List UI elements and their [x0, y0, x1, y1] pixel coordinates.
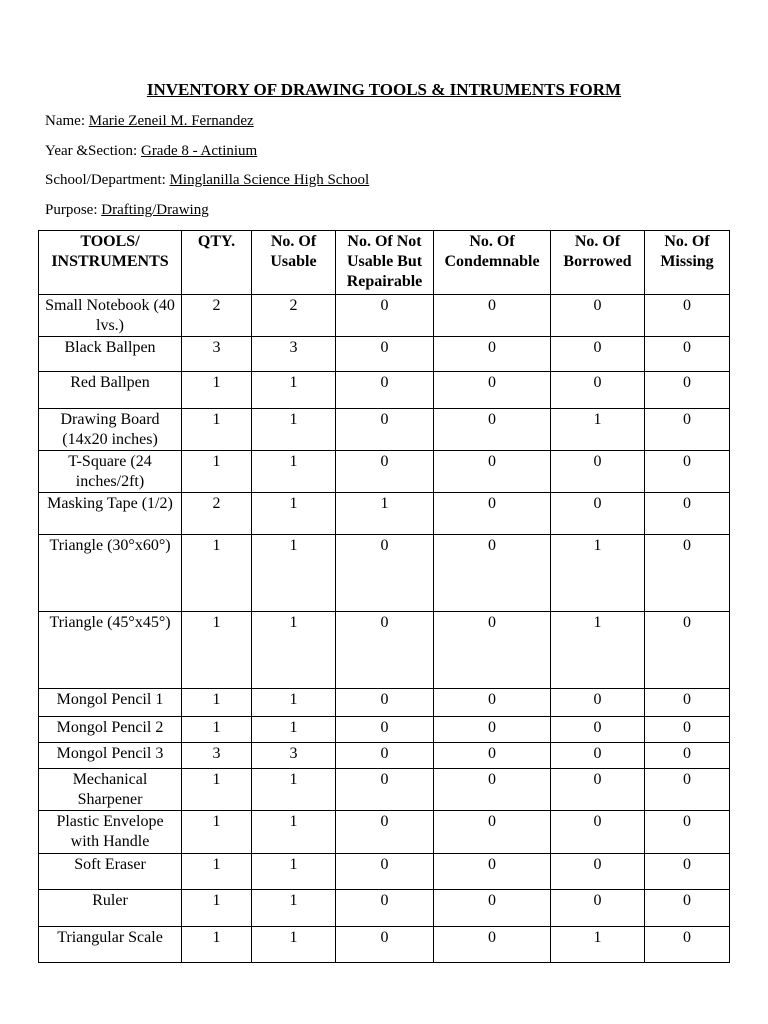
purpose-value: Drafting/Drawing: [101, 202, 209, 218]
header-borrowed: No. Of Borrowed: [551, 231, 645, 295]
header-usable: No. Of Usable: [252, 231, 336, 295]
borrowed-cell: 0: [551, 689, 645, 717]
table-row: [39, 769, 730, 811]
tool-name: Red Ballpen: [39, 372, 182, 409]
repairable-cell: 1: [336, 493, 434, 535]
table-row: [39, 689, 730, 717]
qty-cell: 1: [182, 409, 252, 451]
condemnable-cell: 0: [434, 890, 551, 927]
tool-name: Masking Tape (1/2): [39, 493, 182, 535]
repairable-cell: 0: [336, 337, 434, 372]
condemnable-cell: 0: [434, 535, 551, 612]
purpose-field: [45, 202, 209, 219]
repairable-cell: 0: [336, 769, 434, 811]
school-label: School/Department:: [45, 172, 170, 188]
tool-name: T-Square (24 inches/2ft): [39, 451, 182, 493]
condemnable-cell: 0: [434, 409, 551, 451]
qty-cell: 1: [182, 717, 252, 743]
repairable-cell: 0: [336, 743, 434, 769]
tool-name: Ruler: [39, 890, 182, 927]
header-qty: QTY.: [182, 231, 252, 295]
condemnable-cell: 0: [434, 811, 551, 854]
borrowed-cell: 1: [551, 535, 645, 612]
borrowed-cell: 1: [551, 612, 645, 689]
qty-cell: 1: [182, 811, 252, 854]
qty-cell: 3: [182, 743, 252, 769]
missing-cell: 0: [645, 451, 730, 493]
table-row: [39, 451, 730, 493]
table-row: [39, 717, 730, 743]
missing-cell: 0: [645, 409, 730, 451]
usable-cell: 1: [252, 854, 336, 890]
usable-cell: 3: [252, 743, 336, 769]
missing-cell: 0: [645, 743, 730, 769]
condemnable-cell: 0: [434, 295, 551, 337]
table-row: [39, 337, 730, 372]
usable-cell: 3: [252, 337, 336, 372]
qty-cell: 1: [182, 689, 252, 717]
missing-cell: 0: [645, 372, 730, 409]
repairable-cell: 0: [336, 409, 434, 451]
borrowed-cell: 0: [551, 717, 645, 743]
usable-cell: 1: [252, 612, 336, 689]
usable-cell: 1: [252, 927, 336, 963]
header-missing: No. Of Missing: [645, 231, 730, 295]
tool-name: Drawing Board (14x20 inches): [39, 409, 182, 451]
missing-cell: 0: [645, 769, 730, 811]
tool-name: Triangle (45°x45°): [39, 612, 182, 689]
name-field: [45, 113, 254, 130]
missing-cell: 0: [645, 535, 730, 612]
missing-cell: 0: [645, 295, 730, 337]
header-tools: TOOLS/ INSTRUMENTS: [39, 231, 182, 295]
usable-cell: 1: [252, 451, 336, 493]
repairable-cell: 0: [336, 811, 434, 854]
school-value: Minglanilla Science High School: [169, 172, 370, 188]
section-field: [45, 143, 257, 160]
borrowed-cell: 0: [551, 451, 645, 493]
usable-cell: 1: [252, 811, 336, 854]
condemnable-cell: 0: [434, 854, 551, 890]
purpose-label: Purpose:: [45, 202, 102, 218]
tool-name: Mechanical Sharpener: [39, 769, 182, 811]
form-title: INVENTORY OF DRAWING TOOLS & INTRUMENTS FORM: [146, 80, 622, 99]
table-row: [39, 743, 730, 769]
missing-cell: 0: [645, 612, 730, 689]
section-label: Year &Section:: [45, 143, 141, 159]
usable-cell: 1: [252, 890, 336, 927]
condemnable-cell: 0: [434, 743, 551, 769]
missing-cell: 0: [645, 927, 730, 963]
missing-cell: 0: [645, 337, 730, 372]
borrowed-cell: 0: [551, 493, 645, 535]
tool-name: Small Notebook (40 lvs.): [39, 295, 182, 337]
table-row: [39, 409, 730, 451]
borrowed-cell: 0: [551, 372, 645, 409]
repairable-cell: 0: [336, 717, 434, 743]
repairable-cell: 0: [336, 927, 434, 963]
condemnable-cell: 0: [434, 769, 551, 811]
name-label: Name:: [45, 113, 89, 129]
usable-cell: 1: [252, 769, 336, 811]
usable-cell: 1: [252, 717, 336, 743]
table-row: [39, 372, 730, 409]
missing-cell: 0: [645, 689, 730, 717]
inventory-table: [38, 230, 730, 963]
table-row: [39, 811, 730, 854]
missing-cell: 0: [645, 811, 730, 854]
qty-cell: 1: [182, 854, 252, 890]
condemnable-cell: 0: [434, 612, 551, 689]
tool-name: Mongol Pencil 2: [39, 717, 182, 743]
usable-cell: 1: [252, 493, 336, 535]
qty-cell: 1: [182, 612, 252, 689]
repairable-cell: 0: [336, 451, 434, 493]
table-row: [39, 612, 730, 689]
usable-cell: 1: [252, 689, 336, 717]
qty-cell: 2: [182, 493, 252, 535]
missing-cell: 0: [645, 854, 730, 890]
qty-cell: 1: [182, 769, 252, 811]
tool-name: Mongol Pencil 1: [39, 689, 182, 717]
usable-cell: 1: [252, 535, 336, 612]
header-condemnable: No. Of Condemnable: [434, 231, 551, 295]
qty-cell: 3: [182, 337, 252, 372]
qty-cell: 1: [182, 451, 252, 493]
repairable-cell: 0: [336, 689, 434, 717]
qty-cell: 1: [182, 535, 252, 612]
section-value: Grade 8 - Actinium: [140, 143, 258, 159]
condemnable-cell: 0: [434, 337, 551, 372]
usable-cell: 2: [252, 295, 336, 337]
missing-cell: 0: [645, 493, 730, 535]
table-row: [39, 890, 730, 927]
borrowed-cell: 1: [551, 927, 645, 963]
table-row: [39, 535, 730, 612]
missing-cell: 0: [645, 717, 730, 743]
header-repairable: No. Of Not Usable But Repairable: [336, 231, 434, 295]
tool-name: Triangular Scale: [39, 927, 182, 963]
condemnable-cell: 0: [434, 717, 551, 743]
usable-cell: 1: [252, 409, 336, 451]
qty-cell: 1: [182, 890, 252, 927]
table-row: [39, 854, 730, 890]
condemnable-cell: 0: [434, 493, 551, 535]
table-row: [39, 493, 730, 535]
condemnable-cell: 0: [434, 927, 551, 963]
borrowed-cell: 0: [551, 337, 645, 372]
tool-name: Mongol Pencil 3: [39, 743, 182, 769]
condemnable-cell: 0: [434, 372, 551, 409]
school-field: [45, 172, 369, 189]
borrowed-cell: 1: [551, 409, 645, 451]
table-row: [39, 295, 730, 337]
name-value: Marie Zeneil M. Fernandez: [88, 113, 254, 129]
table-row: [39, 927, 730, 963]
qty-cell: 2: [182, 295, 252, 337]
tool-name: Triangle (30°x60°): [39, 535, 182, 612]
qty-cell: 1: [182, 927, 252, 963]
missing-cell: 0: [645, 890, 730, 927]
condemnable-cell: 0: [434, 451, 551, 493]
qty-cell: 1: [182, 372, 252, 409]
repairable-cell: 0: [336, 612, 434, 689]
borrowed-cell: 0: [551, 295, 645, 337]
tool-name: Plastic Envelope with Handle: [39, 811, 182, 854]
repairable-cell: 0: [336, 372, 434, 409]
table-header-row: [39, 231, 730, 295]
usable-cell: 1: [252, 372, 336, 409]
repairable-cell: 0: [336, 295, 434, 337]
condemnable-cell: 0: [434, 689, 551, 717]
tool-name: Soft Eraser: [39, 854, 182, 890]
repairable-cell: 0: [336, 854, 434, 890]
tool-name: Black Ballpen: [39, 337, 182, 372]
borrowed-cell: 0: [551, 743, 645, 769]
repairable-cell: 0: [336, 890, 434, 927]
borrowed-cell: 0: [551, 854, 645, 890]
borrowed-cell: 0: [551, 811, 645, 854]
repairable-cell: 0: [336, 535, 434, 612]
borrowed-cell: 0: [551, 890, 645, 927]
borrowed-cell: 0: [551, 769, 645, 811]
